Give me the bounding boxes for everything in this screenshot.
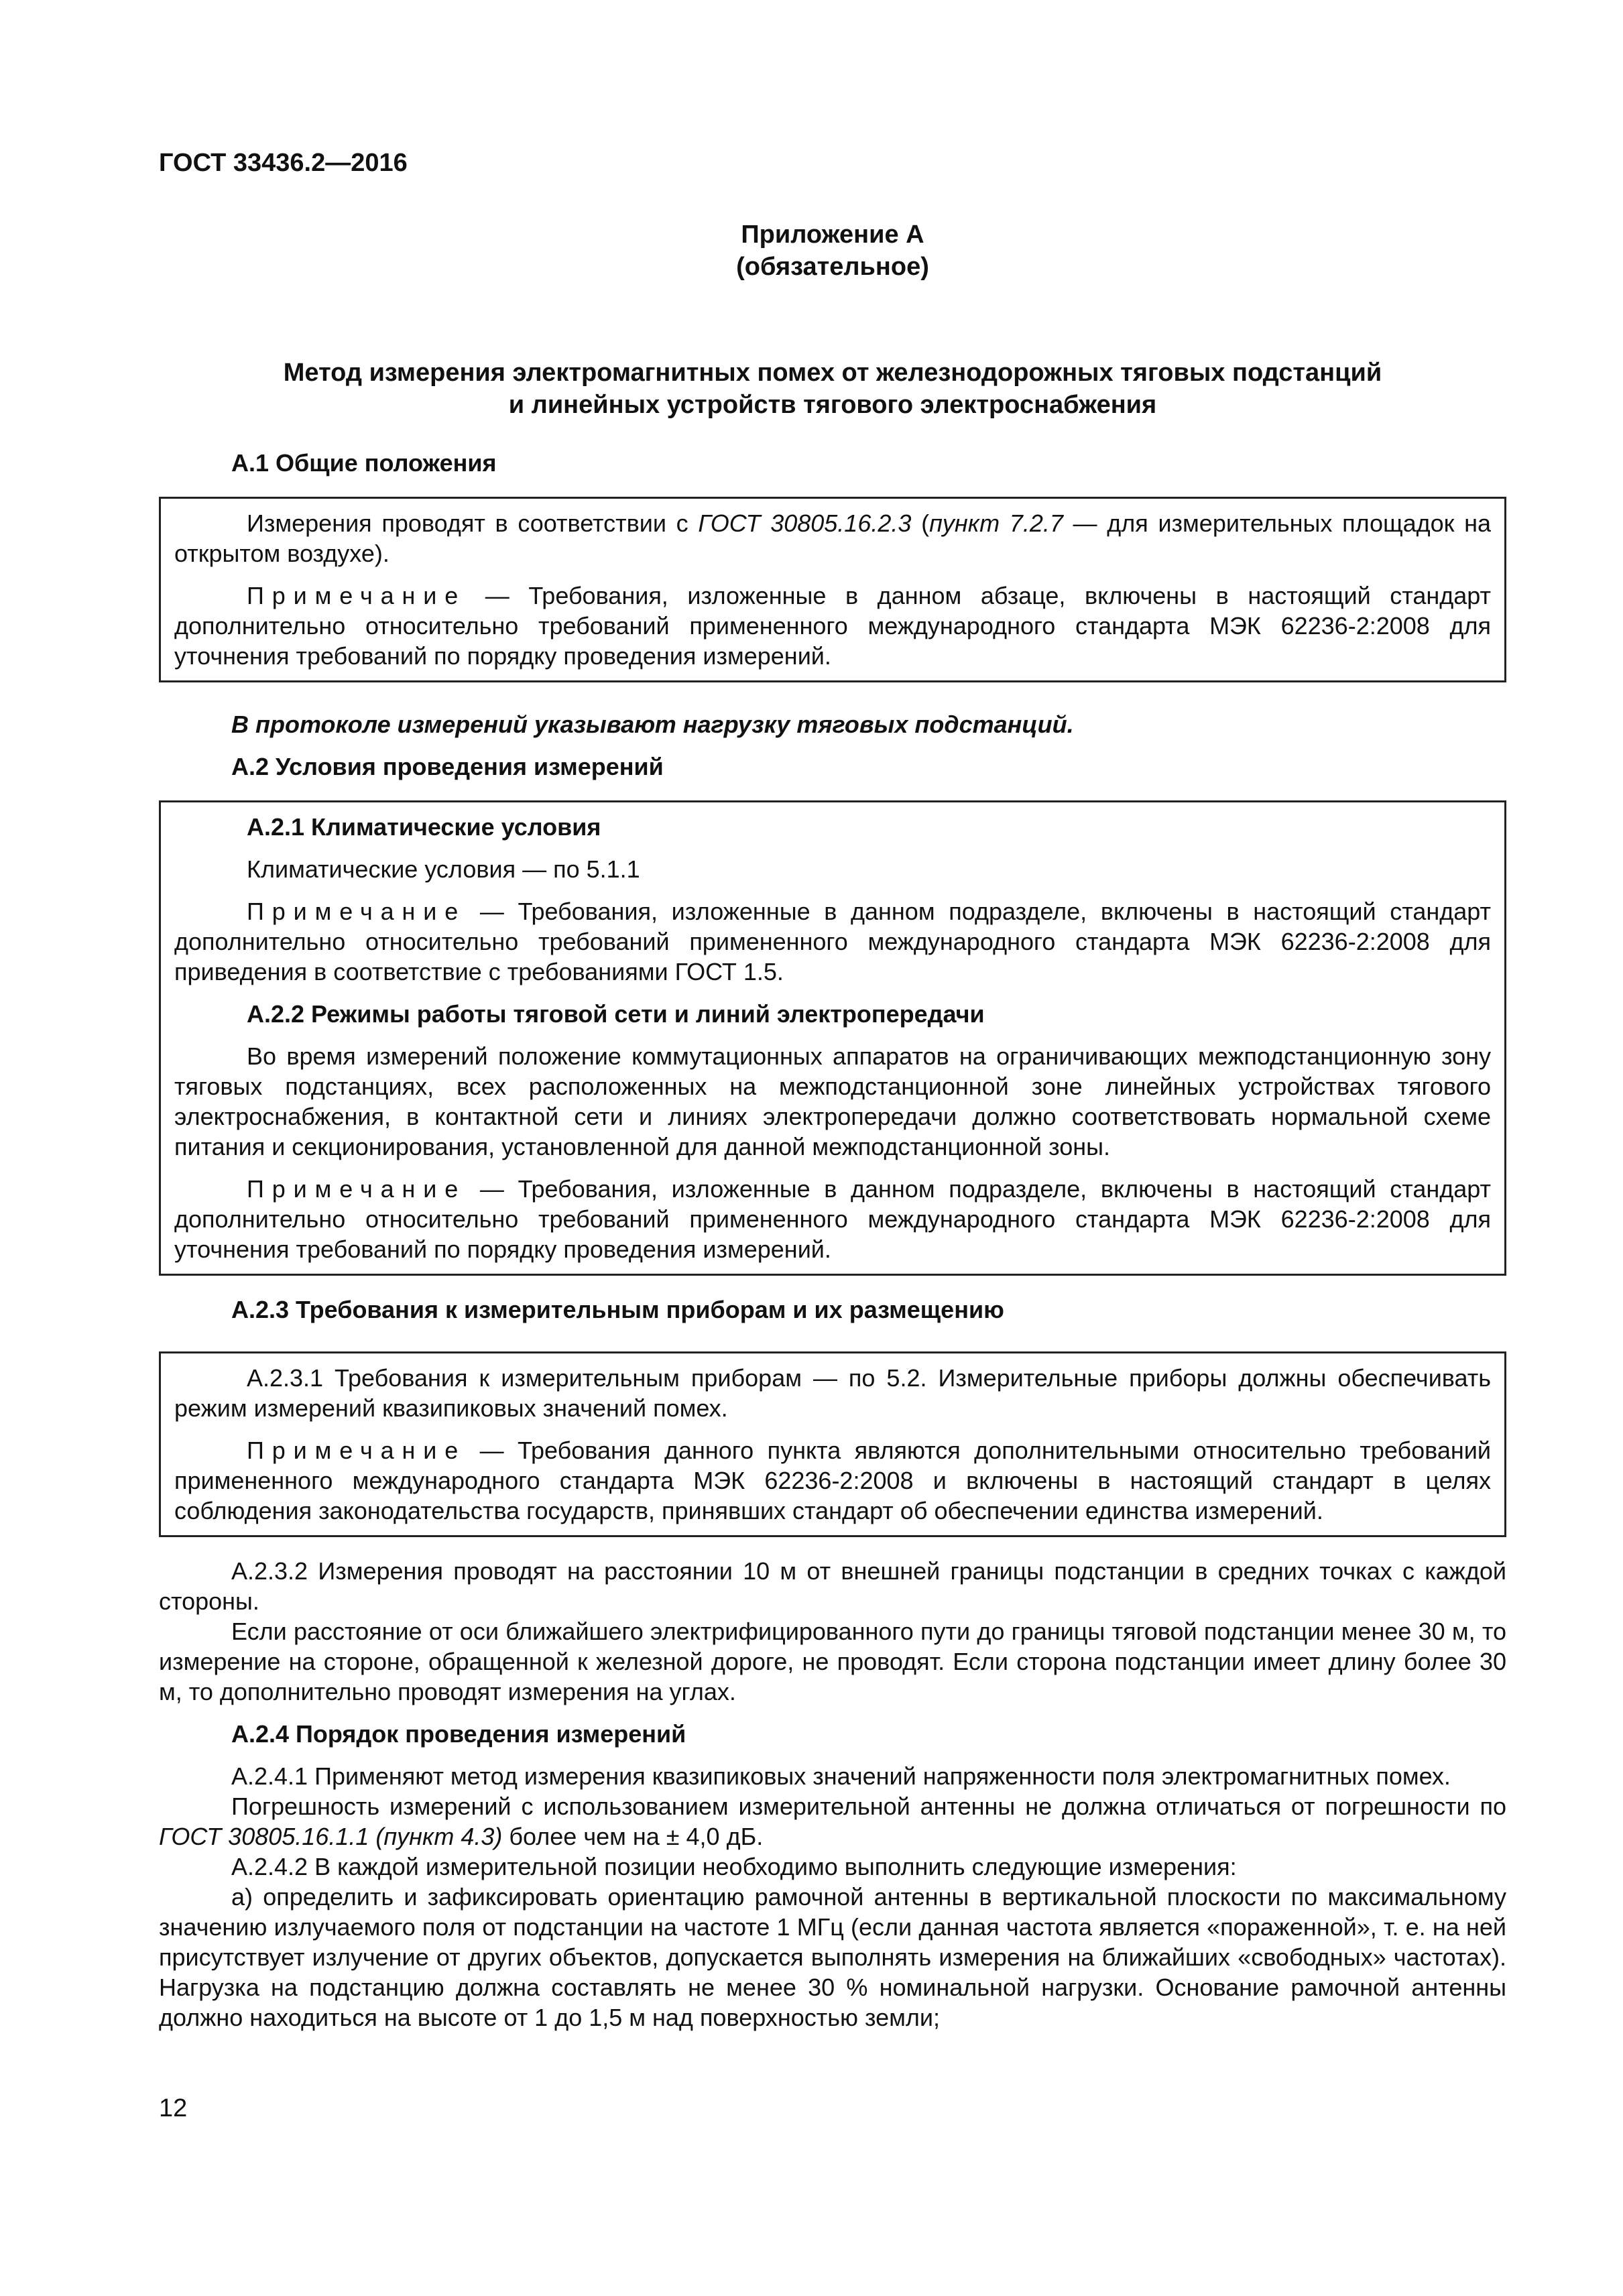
a22-note bbox=[174, 1174, 1491, 1264]
a241-paragraph-1: А.2.4.1 Применяют метод измерения квазипиковых значений напряженности поля электромагнитных помех. bbox=[231, 1762, 1451, 1790]
note-text: — Требования данного пункта являются дополнительными относительно требований примененного международного стандарта МЭК 62236-2:2008 и включены в настоящий стандарт в целях соблюдения законодательства государств, принявших стандарт об обеспечении единства измерений. bbox=[174, 1437, 1491, 1524]
a242-paragraph-1: А.2.4.2 В каждой измерительной позиции необходимо выполнить следующие измерения: bbox=[231, 1853, 1237, 1880]
a23-heading: А.2.3 Требования к измерительным приборам и их размещению bbox=[231, 1296, 1004, 1323]
section-a1-heading: А.1 Общие положения bbox=[231, 449, 497, 477]
main-title-line2: и линейных устройств тягового электроснабжения bbox=[508, 391, 1157, 419]
a232-paragraph-1: А.2.3.2 Измерения проводят на расстоянии 10 м от внешней границы подстанции в средних точках с каждой стороны. bbox=[159, 1557, 1506, 1615]
a242-paragraph-2: а) определить и зафиксировать ориентацию рамочной антенны в вертикальной плоскости по максимальному значению излучаемого поля от подстанции на частоте 1 МГц (если данная частота является «пораженной», т. е. на ней присутствует излучение от других объектов, допускается выполнять измерения на ближайших «свободных» частотах). Нагрузка на подстанцию должна составлять не менее 30 % номинальной нагрузки. Основание рамочной антенны должно находиться на высоте от 1 до 1,5 м над поверхностью земли; bbox=[159, 1883, 1506, 2031]
section-a2-heading: А.2 Условия проведения измерений bbox=[231, 753, 664, 780]
a21-note bbox=[174, 896, 1491, 987]
appendix-title: Приложение А bbox=[741, 221, 924, 249]
clause-reference: пункт 7.2.7 bbox=[929, 509, 1063, 537]
document-code-header: ГОСТ 33436.2—2016 bbox=[159, 149, 408, 177]
a1-boxed-text bbox=[159, 497, 1506, 682]
a21-text: Климатические условия — по 5.1.1 bbox=[247, 855, 640, 883]
a231-boxed-text bbox=[159, 1351, 1506, 1537]
a21-heading: А.2.1 Климатические условия bbox=[247, 813, 601, 841]
a1-after-box-text: В протоколе измерений указывают нагрузку тяговых подстанций. bbox=[231, 711, 1074, 738]
gost-reference: ГОСТ 30805.16.2.3 bbox=[698, 509, 912, 537]
a22-heading: А.2.2 Режимы работы тяговой сети и линий электропередачи bbox=[247, 1000, 985, 1028]
page-content bbox=[159, 152, 1506, 2033]
a232-paragraph-2: Если расстояние от оси ближайшего электрифицированного пути до границы тяговой подстанции менее 30 м, то измерение на стороне, обращенной к железной дороге, не проводят. Если сторона подстанции имеет длину более 30 м, то дополнительно проводят измерения на углах. bbox=[159, 1618, 1506, 1705]
a1-text-part: Измерения проводят в соответствии с bbox=[247, 509, 699, 537]
a2-boxed-text bbox=[159, 800, 1506, 1276]
note-label: Примечание bbox=[247, 898, 467, 925]
gost-reference: ГОСТ 30805.16.1.1 (пункт 4.3) bbox=[159, 1823, 503, 1850]
note-text: — Требования, изложенные в данном подразделе, включены в настоящий стандарт дополнительно относительно требований примененного международного стандарта МЭК 62236-2:2008 для приведения в соответствие с требованиями ГОСТ 1.5. bbox=[174, 898, 1491, 985]
a1-text-part: ( bbox=[911, 509, 930, 537]
a1-box-paragraph bbox=[174, 508, 1491, 568]
note-text: — Требования, изложенные в данном абзаце, включены в настоящий стандарт дополнительно относительно требований примененного международного стандарта МЭК 62236-2:2008 для уточнения требований по порядку проведения измерений. bbox=[174, 582, 1491, 670]
note-label: Примечание bbox=[247, 1175, 467, 1203]
a241-text-part: более чем на ± 4,0 дБ. bbox=[502, 1823, 764, 1850]
a231-note bbox=[174, 1435, 1491, 1526]
a24-heading: А.2.4 Порядок проведения измерений bbox=[231, 1720, 686, 1748]
note-text: — Требования, изложенные в данном подразделе, включены в настоящий стандарт дополнительно относительно требований примененного международного стандарта МЭК 62236-2:2008 для уточнения требований по порядку проведения измерений. bbox=[174, 1175, 1491, 1263]
a1-note bbox=[174, 581, 1491, 671]
a231-text: А.2.3.1 Требования к измерительным приборам — по 5.2. Измерительные приборы должны обеспечивать режим измерений квазипиковых значений помех. bbox=[174, 1364, 1491, 1422]
note-label: Примечание bbox=[247, 1437, 467, 1464]
page-number: 12 bbox=[159, 2094, 188, 2122]
a241-text-part: Погрешность измерений с использованием измерительной антенны не должна отличаться от погрешности по bbox=[231, 1793, 1506, 1820]
a1-text-part: — для измерительных площадок на открытом воздухе). bbox=[174, 509, 1492, 567]
a22-text: Во время измерений положение коммутационных аппаратов на ограничивающих межподстанционную зону тяговых подстанциях, всех расположенных на межподстанционной зоне линейных устройствах тягового электроснабжения, в контактной сети и линиях электропередачи должно соответствовать нормальной схеме питания и секционирования, установленной для данной межподстанционной зоны. bbox=[174, 1042, 1491, 1160]
main-title-line1: Метод измерения электромагнитных помех от железнодорожных тяговых подстанций bbox=[283, 359, 1382, 387]
note-label: Примечание bbox=[247, 582, 467, 609]
appendix-subtitle: (обязательное) bbox=[736, 253, 929, 281]
a241-paragraph-2 bbox=[159, 1791, 1506, 1852]
